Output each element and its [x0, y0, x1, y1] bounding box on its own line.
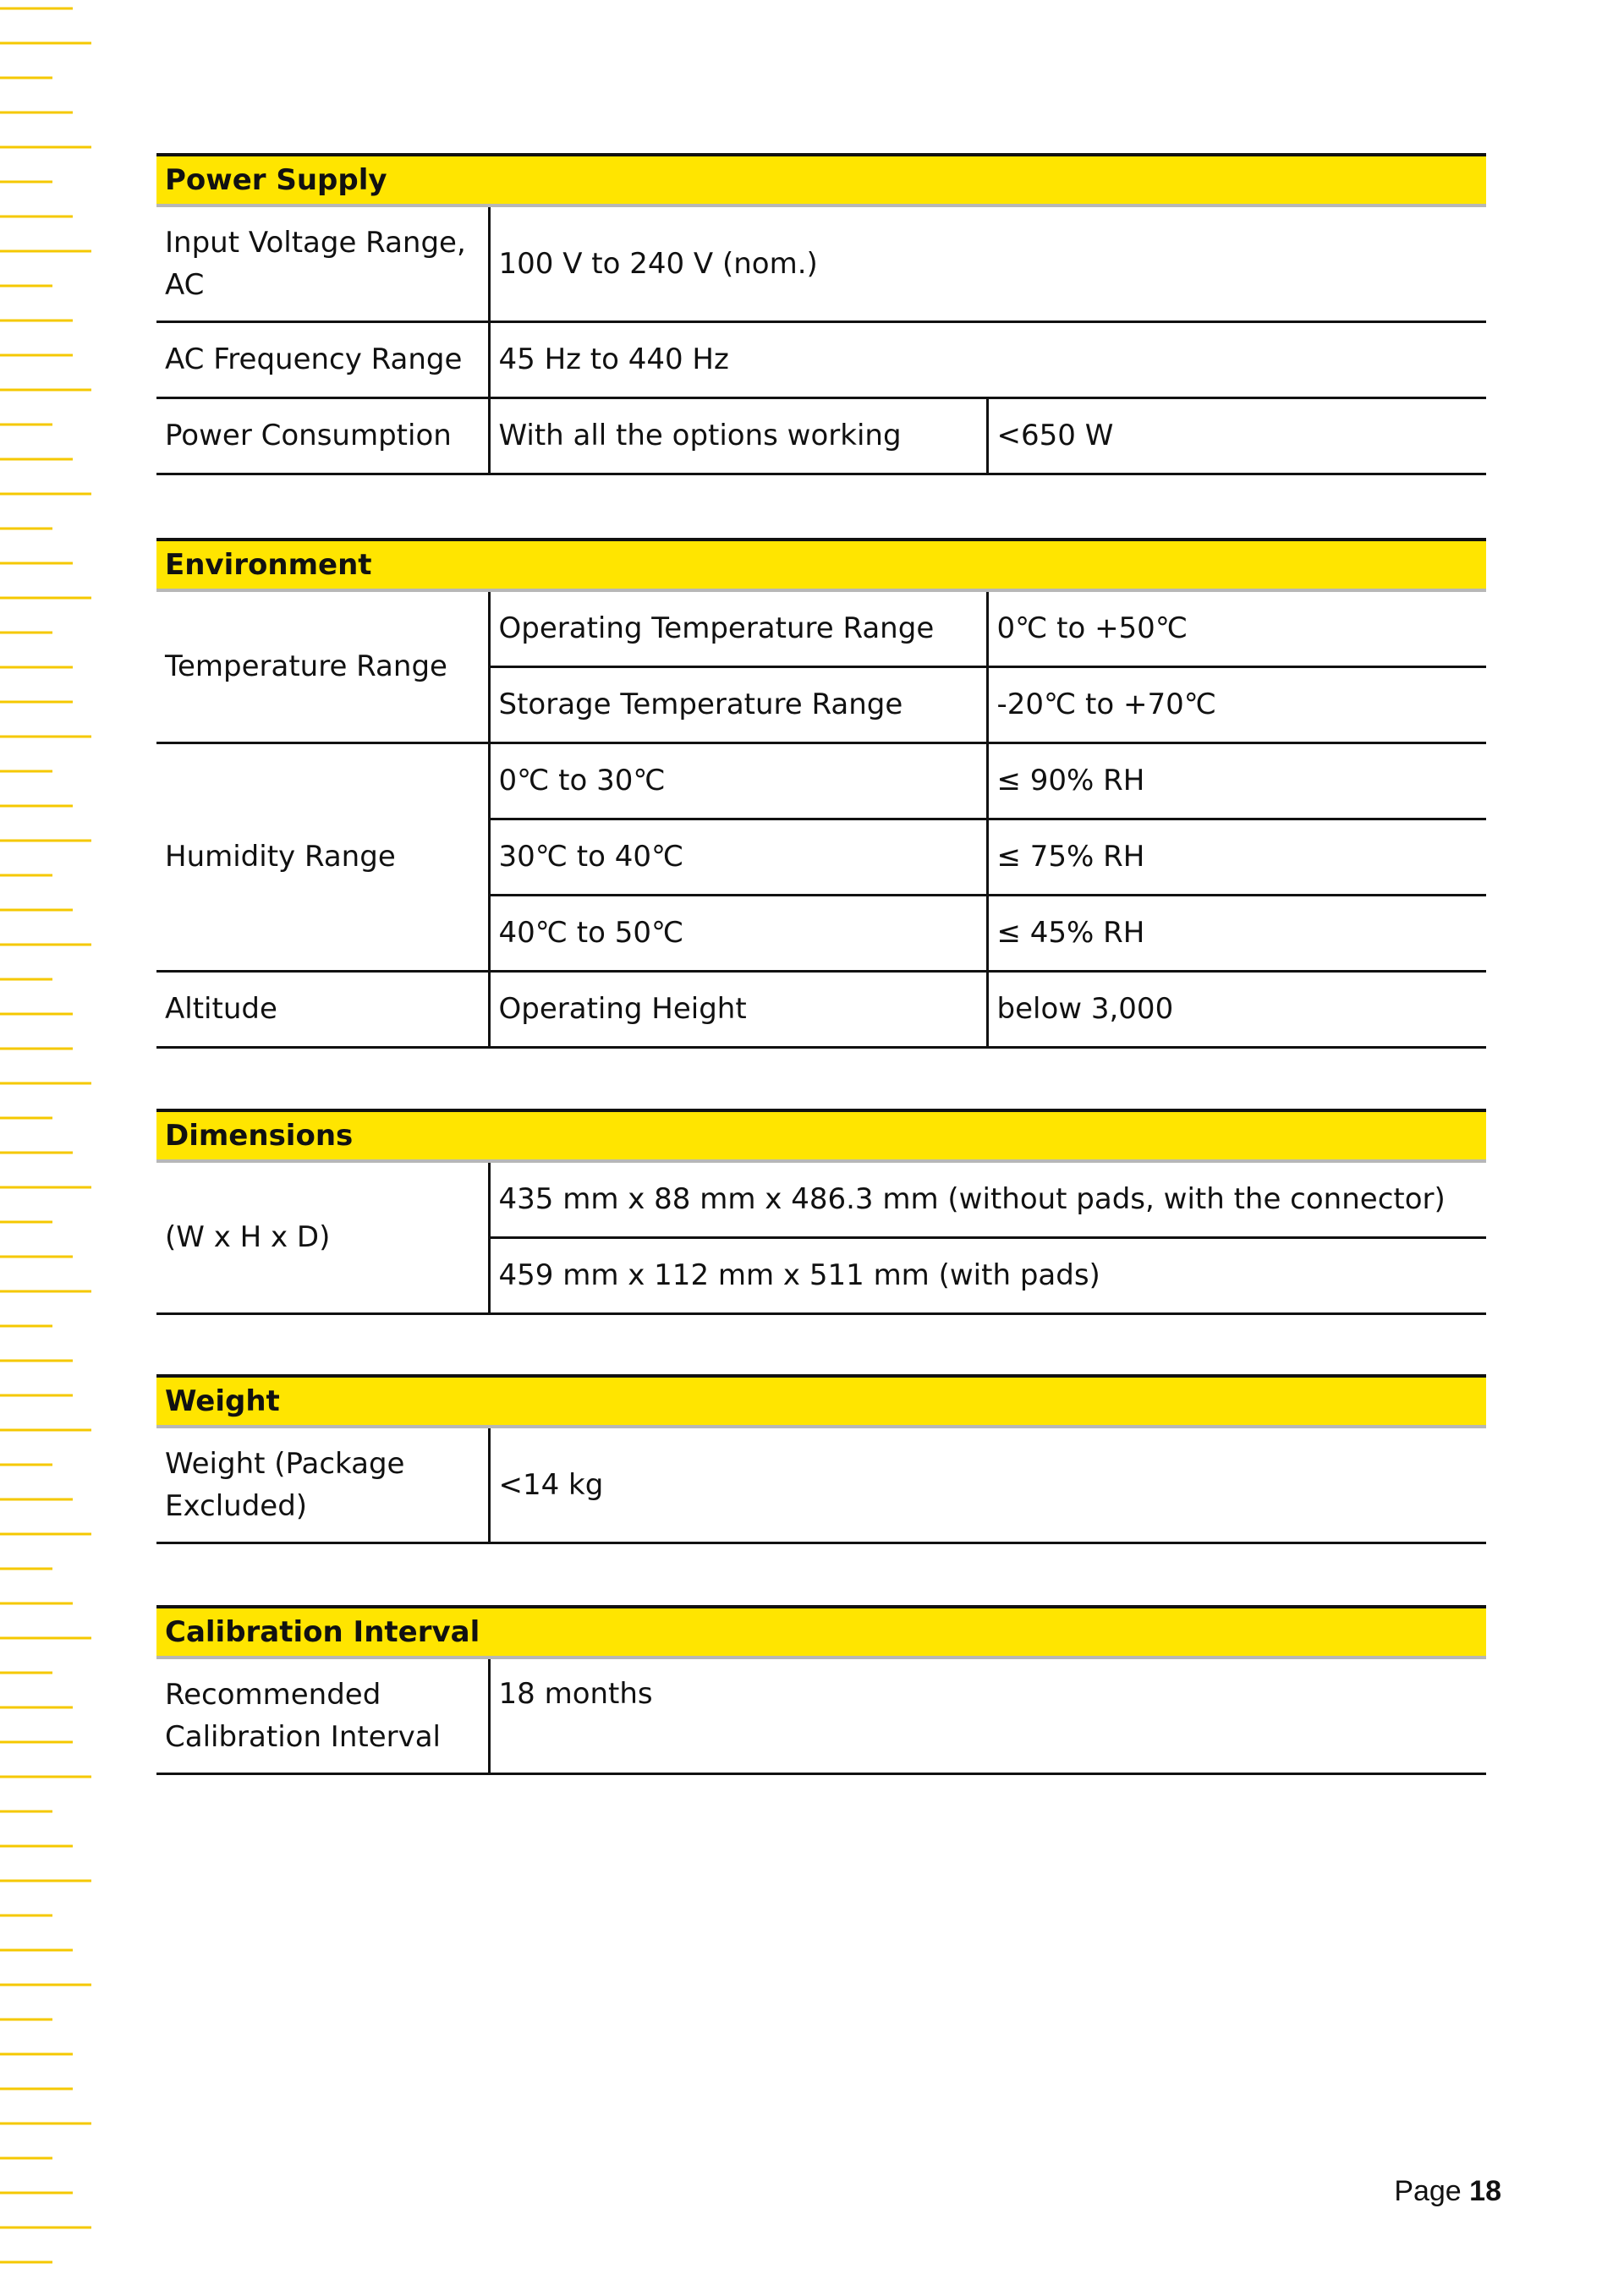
humidity-temperature-band: 0℃ to 30℃	[489, 743, 987, 819]
page-number	[1349, 2174, 1501, 2208]
humidity-value: ≤ 45% RH	[987, 895, 1486, 971]
altitude-value: below 3,000	[987, 971, 1486, 1047]
operating-temperature-label: Operating Temperature Range	[489, 590, 987, 666]
humidity-temperature-band: 30℃ to 40℃	[489, 819, 987, 895]
decorative-margin-lines	[0, 0, 102, 2296]
environment-heading: Environment	[156, 540, 1486, 590]
page-label: Page	[1394, 2175, 1462, 2207]
storage-temperature-value: -20℃ to +70℃	[987, 666, 1486, 743]
humidity-range-label: Humidity Range	[156, 743, 489, 971]
humidity-value: ≤ 75% RH	[987, 819, 1486, 895]
dimensions-table	[156, 1109, 1486, 1315]
power-consumption-condition: With all the options working	[489, 397, 987, 474]
input-voltage-label: Input Voltage Range, AC	[156, 205, 489, 321]
power-consumption-label: Power Consumption	[156, 397, 489, 474]
humidity-temperature-band: 40℃ to 50℃	[489, 895, 987, 971]
operating-temperature-value: 0℃ to +50℃	[987, 590, 1486, 666]
dimensions-with-pads: 459 mm x 112 mm x 511 mm (with pads)	[489, 1237, 1486, 1313]
calibration-table	[156, 1605, 1486, 1775]
altitude-condition: Operating Height	[489, 971, 987, 1047]
calibration-heading: Calibration Interval	[156, 1607, 1486, 1658]
dimensions-label: (W x H x D)	[156, 1161, 489, 1313]
calibration-label: Recommended Calibration Interval	[156, 1658, 489, 1773]
humidity-value: ≤ 90% RH	[987, 743, 1486, 819]
altitude-label: Altitude	[156, 971, 489, 1047]
environment-table	[156, 538, 1486, 1049]
weight-value: <14 kg	[489, 1427, 1486, 1543]
calibration-value: 18 months	[489, 1658, 1486, 1773]
ac-frequency-value: 45 Hz to 440 Hz	[489, 321, 1486, 397]
weight-label: Weight (Package Excluded)	[156, 1427, 489, 1543]
weight-table	[156, 1374, 1486, 1544]
page-number-value: 18	[1469, 2175, 1501, 2207]
power-supply-heading: Power Supply	[156, 155, 1486, 205]
temperature-range-label: Temperature Range	[156, 590, 489, 743]
dimensions-heading: Dimensions	[156, 1110, 1486, 1161]
ac-frequency-label: AC Frequency Range	[156, 321, 489, 397]
power-supply-table	[156, 153, 1486, 475]
dimensions-without-pads: 435 mm x 88 mm x 486.3 mm (without pads, with the connector)	[489, 1161, 1486, 1237]
input-voltage-value: 100 V to 240 V (nom.)	[489, 205, 1486, 321]
power-consumption-value: <650 W	[987, 397, 1486, 474]
weight-heading: Weight	[156, 1376, 1486, 1427]
storage-temperature-label: Storage Temperature Range	[489, 666, 987, 743]
